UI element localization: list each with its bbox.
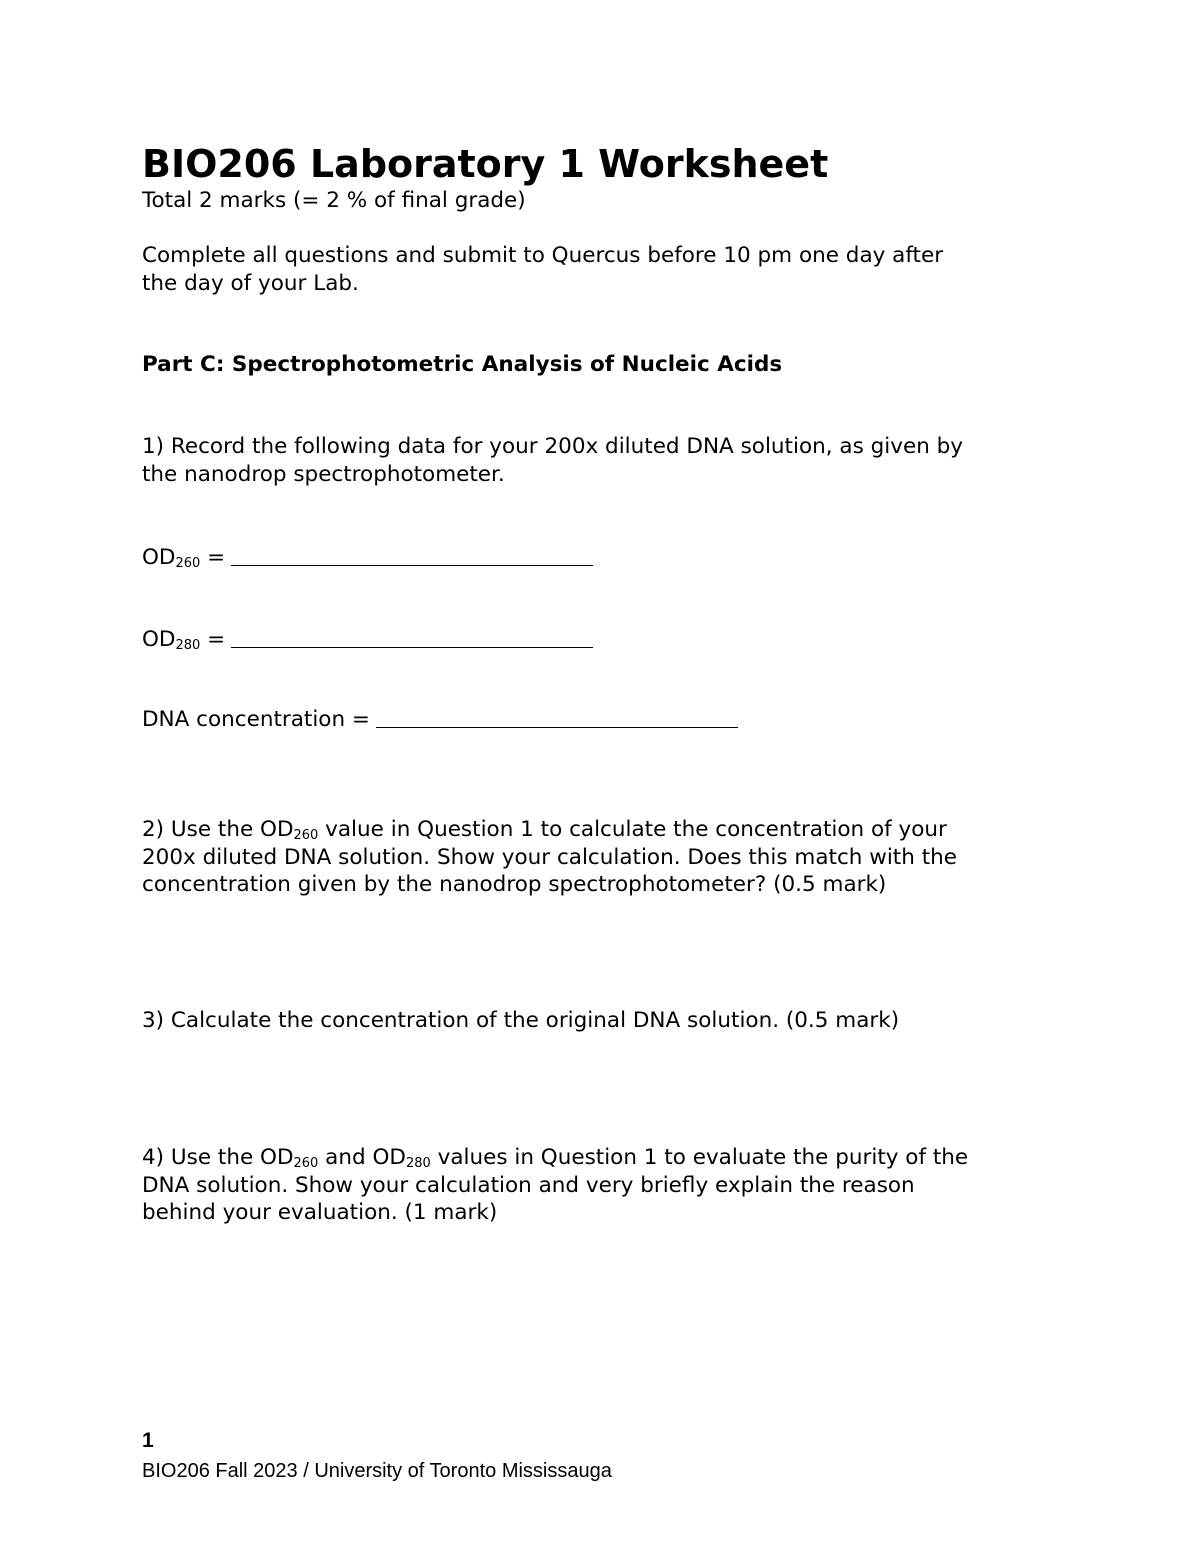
od280-equals: = [200,627,226,652]
od280-label: OD [142,627,176,652]
page-number: 1 [142,1429,154,1452]
od260-subscript: 260 [175,556,201,571]
od260-equals: = [200,545,226,570]
od280-answer-line[interactable] [231,629,593,648]
question-4-subscript-280: 280 [405,1156,431,1171]
question-3: 3) Calculate the concentration of the original DNA solution. (0.5 mark) [142,1008,900,1033]
question-1-line-1: 1) Record the following data for your 200x diluted DNA solution, as given by [142,434,964,459]
od260-label: OD [142,545,176,570]
question-4-text-b: and OD [318,1145,406,1170]
dna-concentration-label: DNA concentration = [142,707,370,732]
dna-concentration-answer-line[interactable] [376,709,738,728]
dna-concentration-field [142,706,738,734]
question-2-line-3: concentration given by the nanodrop spectrophotometer? (0.5 mark) [142,872,887,897]
total-marks: Total 2 marks (= 2 % of final grade) [142,188,526,213]
question-4-line-2: DNA solution. Show your calculation and very briefly explain the reason [142,1173,915,1198]
instructions-line-2: the day of your Lab. [142,271,359,296]
question-4-line-1 [142,1144,968,1172]
od280-field [142,626,593,654]
od260-field [142,544,593,572]
question-2-text-b: value in Question 1 to calculate the concentration of your [318,817,947,842]
question-2-line-1 [142,816,947,844]
od260-answer-line[interactable] [231,547,593,566]
question-2-text-a: 2) Use the OD [142,817,294,842]
question-4-line-3: behind your evaluation. (1 mark) [142,1200,498,1225]
od280-subscript: 280 [175,638,201,653]
question-2-line-2: 200x diluted DNA solution. Show your calculation. Does this match with the [142,845,957,870]
question-2-subscript: 260 [293,828,319,843]
question-4-text-a: 4) Use the OD [142,1145,294,1170]
instructions-line-1: Complete all questions and submit to Quercus before 10 pm one day after [142,243,944,268]
part-heading: Part C: Spectrophotometric Analysis of Nucleic Acids [142,352,783,377]
question-4-subscript-260: 260 [293,1156,319,1171]
question-1-line-2: the nanodrop spectrophotometer. [142,462,505,487]
footer-text: BIO206 Fall 2023 / University of Toronto Mississauga [142,1460,612,1482]
page-title: BIO206 Laboratory 1 Worksheet [142,142,829,186]
question-4-text-c: values in Question 1 to evaluate the purity of the [430,1145,969,1170]
